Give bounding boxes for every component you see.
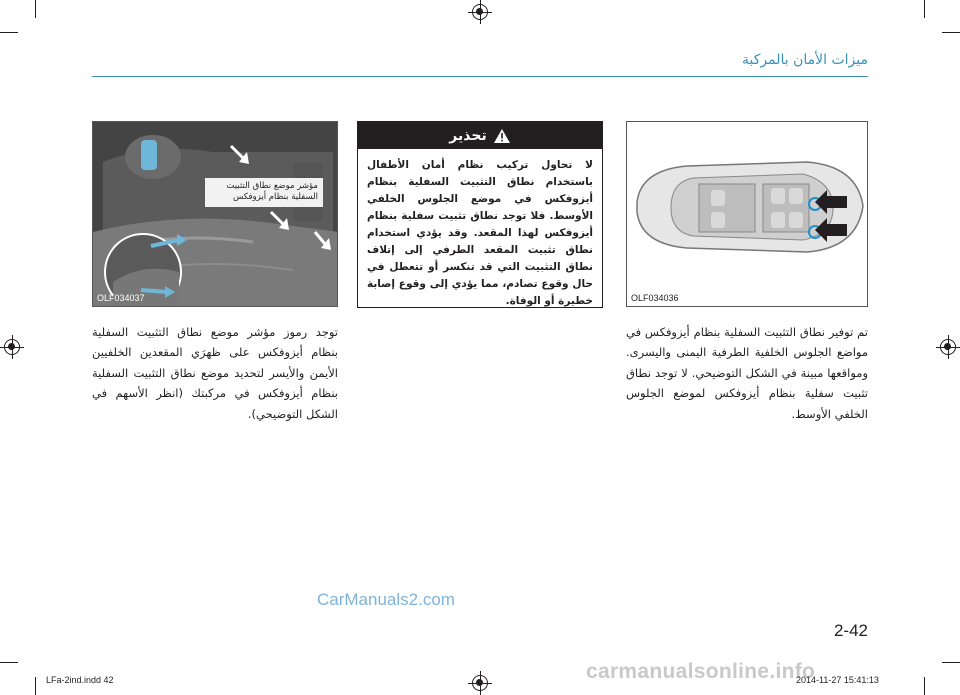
registration-mark-icon [472,675,488,691]
registration-mark-icon [940,339,956,355]
rear-seat-illustration [93,122,338,307]
crop-mark [942,32,960,33]
page-number: 2-42 [833,621,868,640]
crop-mark [35,0,36,18]
figure-rear-seat-indicators [92,121,338,307]
warning-box [357,121,603,308]
registration-mark-icon [472,4,488,20]
warning-text: لا تحاول تركيب نظام أمان الأطفال باستخدام نطاق التثبيت السفلية بنظام أيزوفكس في موضع الجلوس الخلفي الأوسط. فلا توجد نطاق تثبيت سفلية بنظام أيزوفكس لهذا المقعد. وقد يؤدي استخدام نطاق تثبيت المقعد الطرفي إلى إتلاف نطاق التثبيت التي قد تنكسر أو تتعطل في حال وقوع تصادم، مما يؤدي إلى وقوع إصابة خطيرة أو الوفاة. [367,159,593,307]
warning-header [358,122,602,149]
crop-mark [924,677,925,695]
warning-title: تحذير [449,127,487,144]
crop-mark [0,32,18,33]
crop-mark [942,662,960,663]
watermark-bottom-text: carmanualsonline.info [586,660,816,683]
footer-date: 2014-11-27 15:41:13 [796,675,879,685]
car-top-view-illustration [627,122,868,307]
watermark-text: CarManuals2.com [317,590,455,609]
crop-mark [0,662,18,663]
section-title: ميزات الأمان بالمركبة [742,52,868,68]
figure-code: OLF034037 [97,293,145,303]
warning-triangle-icon [493,128,511,144]
figure-car-top-view [626,121,868,307]
footer-file: LFa-2ind.indd 42 [46,675,114,685]
crop-mark [35,677,36,695]
paragraph-indicator-symbols: توجد رموز مؤشر موضع نطاق التثبيت السفلية بنظام أيزوفكس على ظهرَي المقعدين الخلفيين الأيمن والأيسر لتحديد موضع نطاق التثبيت السفلية بنظام أيزوفكس في مركبتك (انظر الأسهم في الشكل التوضيحي). [92,325,338,421]
indicator-callout: مؤشر موضع نطاق التثبيت السفلية بنظام أيزوفكس [205,178,323,207]
crop-mark [924,0,925,18]
header-rule [92,76,868,77]
registration-mark-icon [4,339,20,355]
paragraph-anchor-locations: تم توفير نطاق التثبيت السفلية بنظام أيزوفكس في مواضع الجلوس الخلفية الطرفية اليمنى واليسرى. ومواقعها مبينة في الشكل التوضيحي. لا توجد نطاق تثبيت سفلية بنظام أيزوفكس لموضع الجلوس الخلفي الأوسط. [626,325,868,421]
figure-code: OLF034036 [631,293,679,303]
